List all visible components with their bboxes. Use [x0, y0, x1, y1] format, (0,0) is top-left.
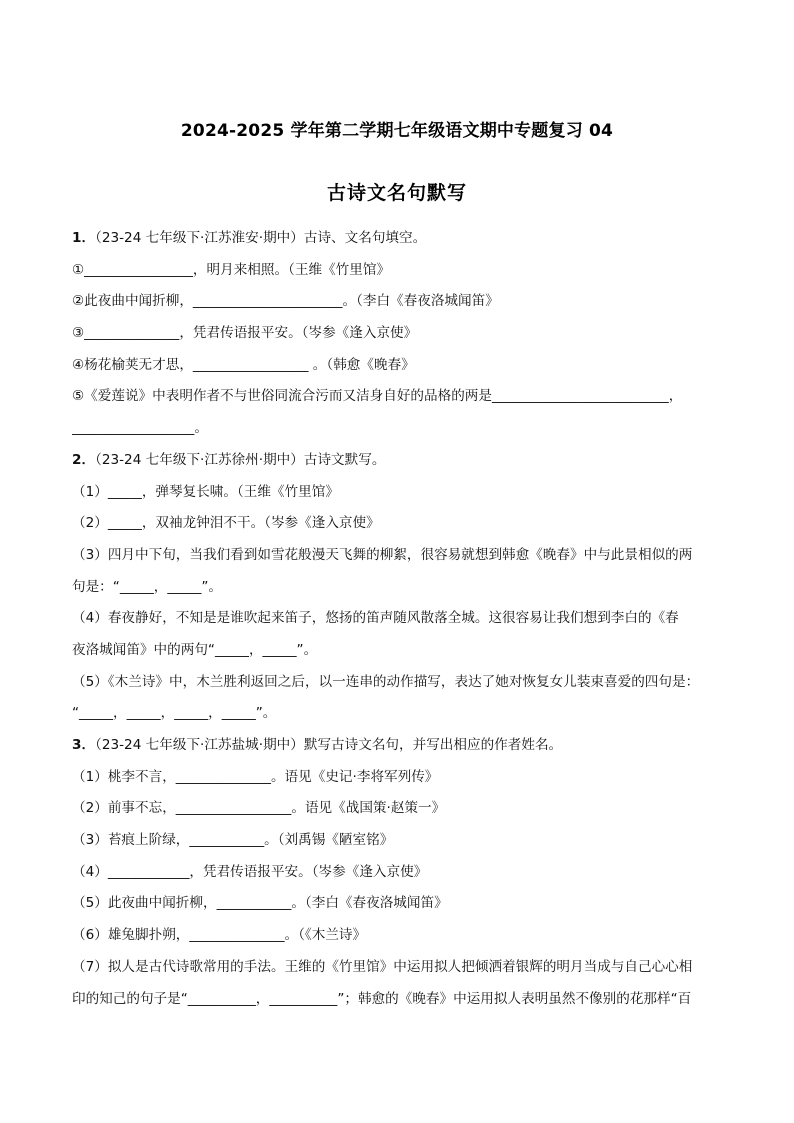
line-text: （23-24 七年级下·江苏盐城·期中）默写古诗文名句，并写出相应的作者姓名。 [95, 737, 563, 753]
text-line [72, 989, 724, 1021]
line-text: “_____，_____，_____，_____”。 [72, 705, 277, 722]
page-title: 2024-2025 学年第二学期七年级语文期中专题复习 04 [180, 121, 614, 141]
line-text: ①________________，明月来相照。（王维《竹里馆》 [72, 261, 391, 278]
text-line [72, 640, 724, 672]
line-text: 印的知己的句子是“__________，__________”；韩愈的《晚春》中运用拟人表明虽然不像别的花那样“百 [72, 990, 692, 1007]
text-line [72, 703, 724, 735]
line-text: ③______________，凭君传语报平安。（岑参《逢入京使》 [72, 325, 418, 342]
text-line [72, 450, 724, 482]
line-text: （5）《木兰诗》中，木兰胜利返回之后，以一连串的动作描写，表达了她对恢复女儿装束喜爱的四句是： [72, 673, 700, 690]
text-line [72, 767, 724, 799]
line-text: （4）春夜静好，不知是是谁吹起来笛子，悠扬的笛声随风散落全城。这很容易让我们想到李白的《春 [72, 610, 679, 627]
text-line [72, 323, 724, 355]
line-text: （2）前事不忘，_________________。语见《战国策·赵策一》 [72, 800, 446, 817]
line-text: （23-24 七年级下·江苏淮安·期中）古诗、文名句填空。 [95, 230, 427, 246]
text-line [72, 545, 724, 577]
text-line [72, 893, 724, 925]
line-text: （7）拟人是古代诗歌常用的手法。王维的《竹里馆》中运用拟人把倾洒着银辉的明月当成与自己心心相 [72, 958, 693, 975]
line-text: （4）____________，凭君传语报平安。（岑参《逢入京使》 [72, 863, 428, 880]
line-text: ⑤《爱莲说》中表明作者不与世俗同流合污而又洁身自好的品格的两是__________________________， [72, 388, 683, 405]
line-text: 夜洛城闻笛》中的两句“_____，_____”。 [72, 641, 318, 658]
page-subtitle: 古诗文名句默写 [326, 182, 467, 204]
text-line [72, 355, 724, 387]
line-text: __________________。 [72, 420, 208, 437]
question-list [72, 228, 724, 1020]
line-text: 句是：“_____，_____”。 [72, 578, 223, 595]
text-line [72, 577, 724, 609]
text-line [72, 291, 724, 323]
text-line [72, 735, 724, 767]
line-text: （1）_____，弹琴复长啸。（王维《竹里馆》 [72, 483, 339, 500]
text-line [72, 482, 724, 514]
text-line [72, 260, 724, 292]
text-line [72, 957, 724, 989]
text-line [72, 925, 724, 957]
line-text: （1）桃李不言，______________。语见《史记·李将军列传》 [72, 768, 439, 785]
text-line [72, 228, 724, 260]
line-text: （5）此夜曲中闻折柳，___________。（李白《春夜洛城闻笛》 [72, 895, 448, 912]
line-text: （23-24 七年级下·江苏徐州·期中）古诗文默写。 [95, 451, 386, 468]
text-line [72, 418, 724, 450]
text-line [72, 862, 724, 894]
line-text: （3）苔痕上阶绿，___________。（刘禹锡《陋室铭》 [72, 832, 394, 849]
text-line [72, 608, 724, 640]
question-number: 1． [72, 230, 96, 246]
question-number: 2． [72, 451, 96, 468]
question-number: 3． [72, 737, 96, 753]
line-text: ②此夜曲中闻折柳，______________________。（李白《春夜洛城闻笛》 [72, 293, 499, 310]
text-line [72, 386, 724, 418]
line-text: （6）雄兔脚扑朔，______________。（《木兰诗》 [72, 927, 367, 944]
line-text: （3）四月中下旬，当我们看到如雪花般漫天飞舞的柳絮，很容易就想到韩愈《晚春》中与此景相似的两 [72, 546, 693, 563]
line-text: ④杨花榆荚无才思，_________________ 。（韩愈《晚春》 [72, 356, 415, 373]
text-line [72, 798, 724, 830]
text-line [72, 830, 724, 862]
text-line [72, 513, 724, 545]
line-text: （2）_____，双袖龙钟泪不干。（岑参《逢入京使》 [72, 515, 380, 532]
text-line [72, 672, 724, 704]
